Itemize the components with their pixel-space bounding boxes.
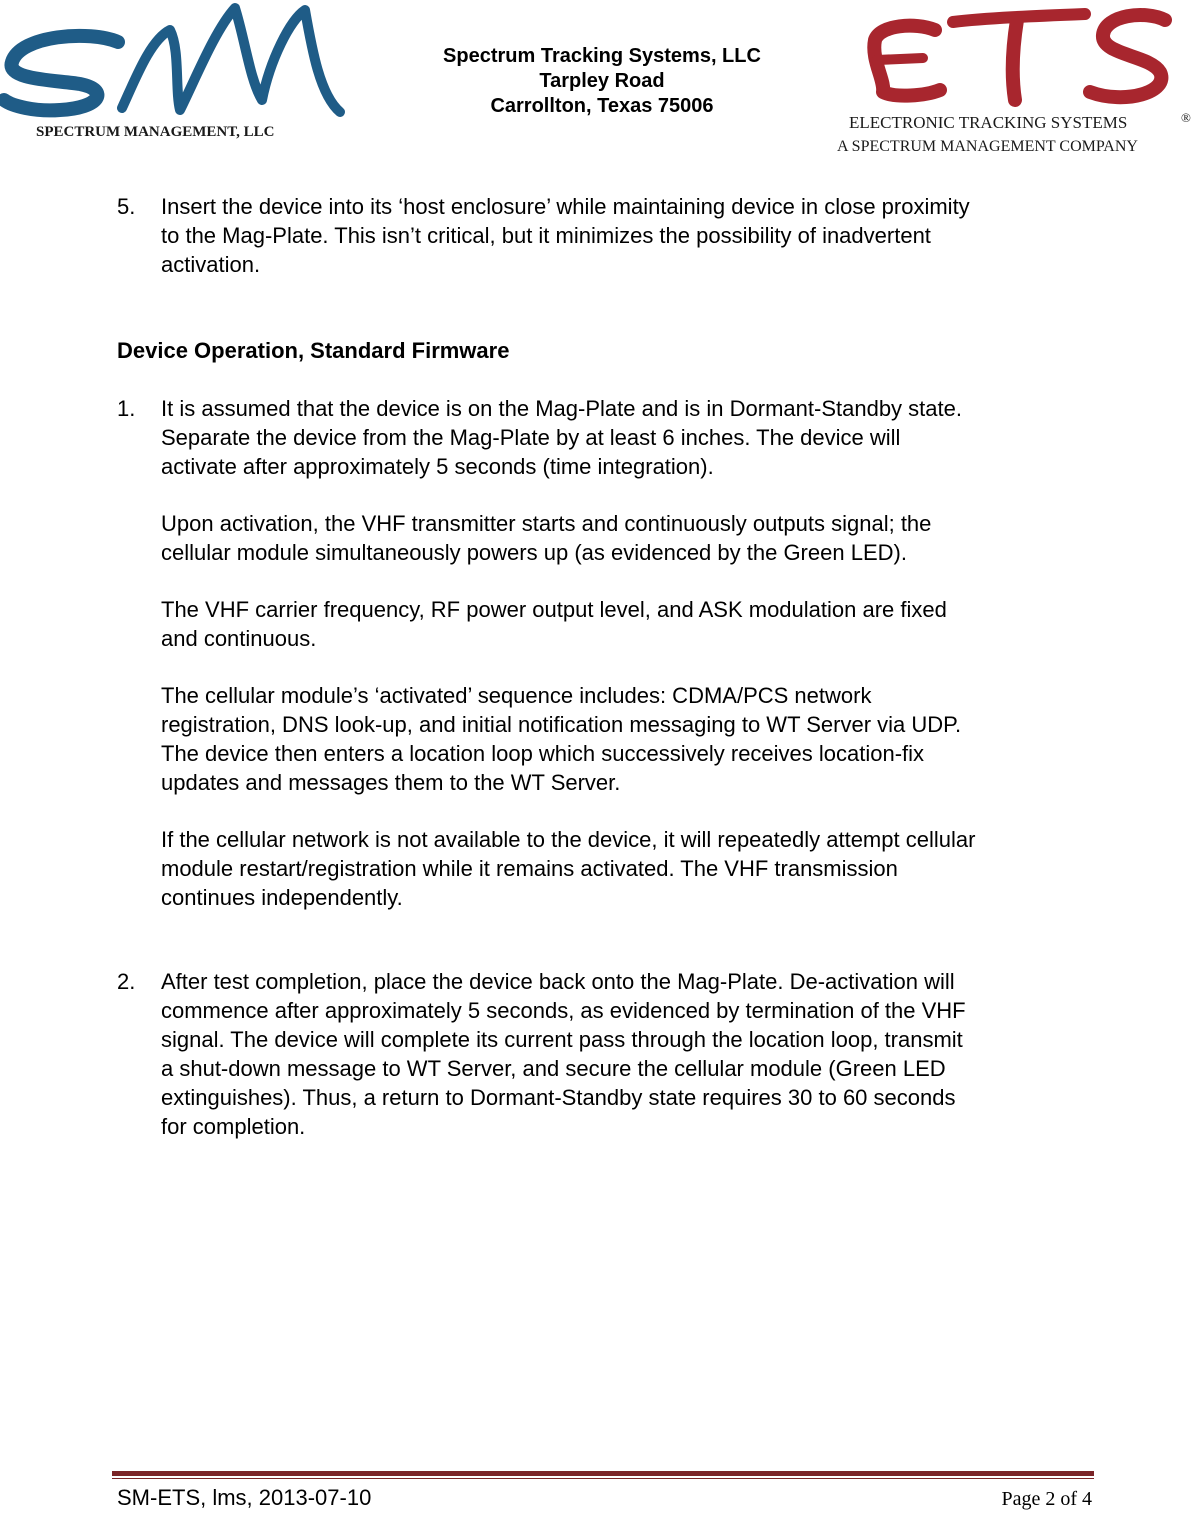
text-line: It is assumed that the device is on the Mag-Plate and is in Dormant-Standby state. [161, 396, 962, 421]
company-street: Tarpley Road [539, 70, 665, 92]
ets-logo-graphic [835, 0, 1204, 160]
text-line: for completion. [161, 1114, 306, 1139]
company-city: Carrollton, Texas 75006 [490, 95, 714, 117]
registered-mark: ® [1181, 110, 1191, 125]
text-line: activation. [161, 252, 261, 277]
text-line: and continuous. [161, 626, 317, 651]
text-line: registration, DNS look-up, and initial notification messaging to WT Server via UDP. [161, 712, 962, 737]
text-line: activate after approximately 5 seconds (time integration). [161, 454, 714, 479]
operation-item-2-text [161, 967, 1101, 1141]
text-line: extinguishes). Thus, a return to Dormant-Standby state requires 30 to 60 seconds [161, 1085, 956, 1110]
ets-logo [835, 0, 1204, 160]
text-line: The VHF carrier frequency, RF power output level, and ASK modulation are fixed [161, 597, 947, 622]
operation-item-1-para-2 [161, 509, 1101, 567]
operation-item-1-para-1 [161, 394, 1101, 481]
text-line: The cellular module’s ‘activated’ sequence includes: CDMA/PCS network [161, 683, 872, 708]
footer-doc-reference: SM-ETS, lms, 2013-07-10 [117, 1485, 372, 1510]
footer-divider-thin [112, 1478, 1094, 1479]
footer-divider [112, 1471, 1094, 1476]
text-line: If the cellular network is not available to the device, it will repeatedly attempt cellular [161, 827, 976, 852]
section-heading: Device Operation, Standard Firmware [117, 338, 510, 363]
text-line: commence after approximately 5 seconds, as evidenced by termination of the VHF [161, 998, 966, 1023]
text-line: Upon activation, the VHF transmitter starts and continuously outputs signal; the [161, 511, 932, 536]
company-name: Spectrum Tracking Systems, LLC [443, 45, 761, 67]
step-5-number: 5. [117, 194, 136, 219]
text-line: a shut-down message to WT Server, and secure the cellular module (Green LED [161, 1056, 946, 1081]
operation-item-1-para-4 [161, 681, 1101, 797]
sm-logo-graphic [0, 0, 350, 145]
step-5-text [161, 192, 1101, 279]
text-line: to the Mag-Plate. This isn’t critical, but it minimizes the possibility of inadvertent [161, 223, 931, 248]
footer-page-number: Page 2 of 4 [1001, 1488, 1092, 1510]
spectrum-management-logo [0, 0, 350, 145]
sm-logo-caption: SPECTRUM MANAGEMENT, LLC [36, 124, 275, 140]
operation-item-1-para-3 [161, 595, 1101, 653]
text-line: The device then enters a location loop which successively receives location-fix [161, 741, 925, 766]
text-line: cellular module simultaneously powers up (as evidenced by the Green LED). [161, 540, 907, 565]
text-line: After test completion, place the device back onto the Mag-Plate. De-activation will [161, 969, 955, 994]
text-line: signal. The device will complete its current pass through the location loop, transmit [161, 1027, 963, 1052]
text-line: module restart/registration while it remains activated. The VHF transmission [161, 856, 898, 881]
operation-item-2-number: 2. [117, 969, 136, 994]
text-line: updates and messages them to the WT Server. [161, 770, 621, 795]
ets-logo-caption-line1: ELECTRONIC TRACKING SYSTEMS [849, 113, 1128, 132]
text-line: Insert the device into its ‘host enclosure’ while maintaining device in close proximity [161, 194, 970, 219]
text-line: Separate the device from the Mag-Plate by at least 6 inches. The device will [161, 425, 901, 450]
text-line: continues independently. [161, 885, 403, 910]
company-address-block [400, 44, 804, 119]
operation-item-1-para-5 [161, 825, 1101, 912]
operation-item-1-number: 1. [117, 396, 136, 421]
ets-logo-caption-line2: A SPECTRUM MANAGEMENT COMPANY [837, 138, 1138, 155]
